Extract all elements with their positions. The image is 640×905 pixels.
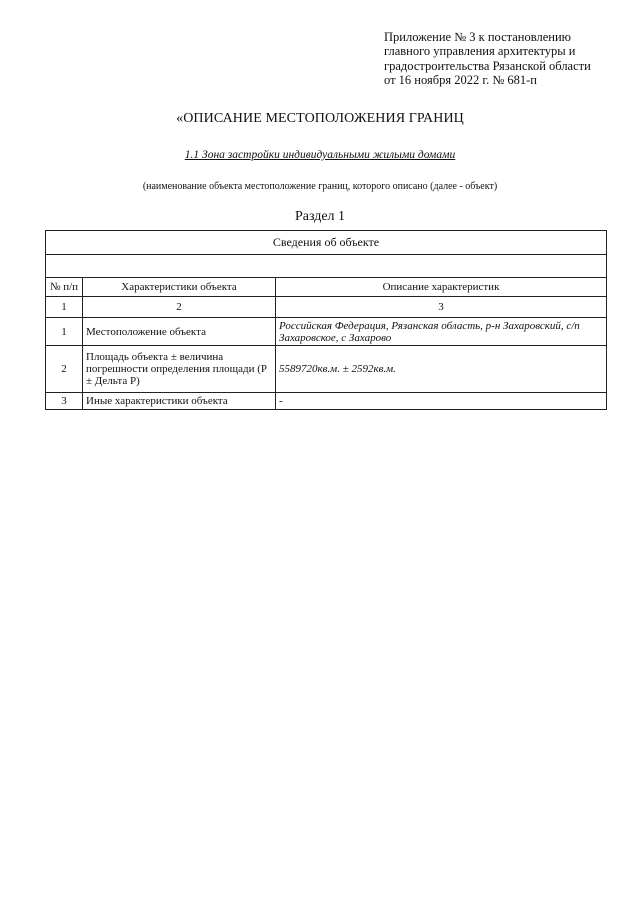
row-number: 3	[46, 393, 83, 410]
table-heading-row	[46, 231, 607, 255]
appendix-line: Приложение № 3 к постановлению	[384, 30, 571, 44]
column-header-description: Описание характеристик	[276, 278, 607, 297]
column-header-characteristic: Характеристики объекта	[83, 278, 276, 297]
row-characteristic: Иные характеристики объекта	[83, 393, 276, 410]
table-empty-cell	[46, 255, 607, 278]
column-number: 2	[83, 297, 276, 318]
column-number: 3	[276, 297, 607, 318]
zone-name: 1.1 Зона застройки индивидуальными жилыми домами	[184, 149, 456, 161]
row-description: Российская Федерация, Рязанская область, р-н Захаровский, с/п Захаровское, с Захарово	[276, 318, 607, 346]
object-info-table	[45, 230, 607, 410]
appendix-block	[384, 30, 624, 88]
appendix-line: градостроительства Рязанской области	[384, 58, 591, 73]
row-number: 1	[46, 318, 83, 346]
document-title: «ОПИСАНИЕ МЕСТОПОЛОЖЕНИЯ ГРАНИЦ	[176, 111, 464, 126]
section-title: Раздел 1	[294, 209, 346, 224]
zone-name-line	[0, 149, 640, 161]
row-description: -	[276, 393, 607, 410]
table-row	[46, 318, 607, 346]
zone-note: (наименование объекта местоположение границ, которого описано (далее - объект)	[142, 181, 498, 192]
table-empty-row	[46, 255, 607, 278]
table-row	[46, 346, 607, 393]
column-header-num: № п/п	[46, 278, 83, 297]
row-number: 2	[46, 346, 83, 393]
row-characteristic: Площадь объекта ± величина погрешности определения площади (P ± Дельта P)	[83, 346, 276, 393]
row-characteristic: Местоположение объекта	[83, 318, 276, 346]
table-column-header-row	[46, 278, 607, 297]
table-column-number-row	[46, 297, 607, 318]
column-number: 1	[46, 297, 83, 318]
table-heading: Сведения об объекте	[46, 231, 607, 255]
table-row	[46, 393, 607, 410]
appendix-line: главного управления архитектуры и	[384, 44, 576, 59]
appendix-line: от 16 ноября 2022 г. № 681-п	[384, 73, 537, 88]
row-description: 5589720кв.м. ± 2592кв.м.	[276, 346, 607, 393]
